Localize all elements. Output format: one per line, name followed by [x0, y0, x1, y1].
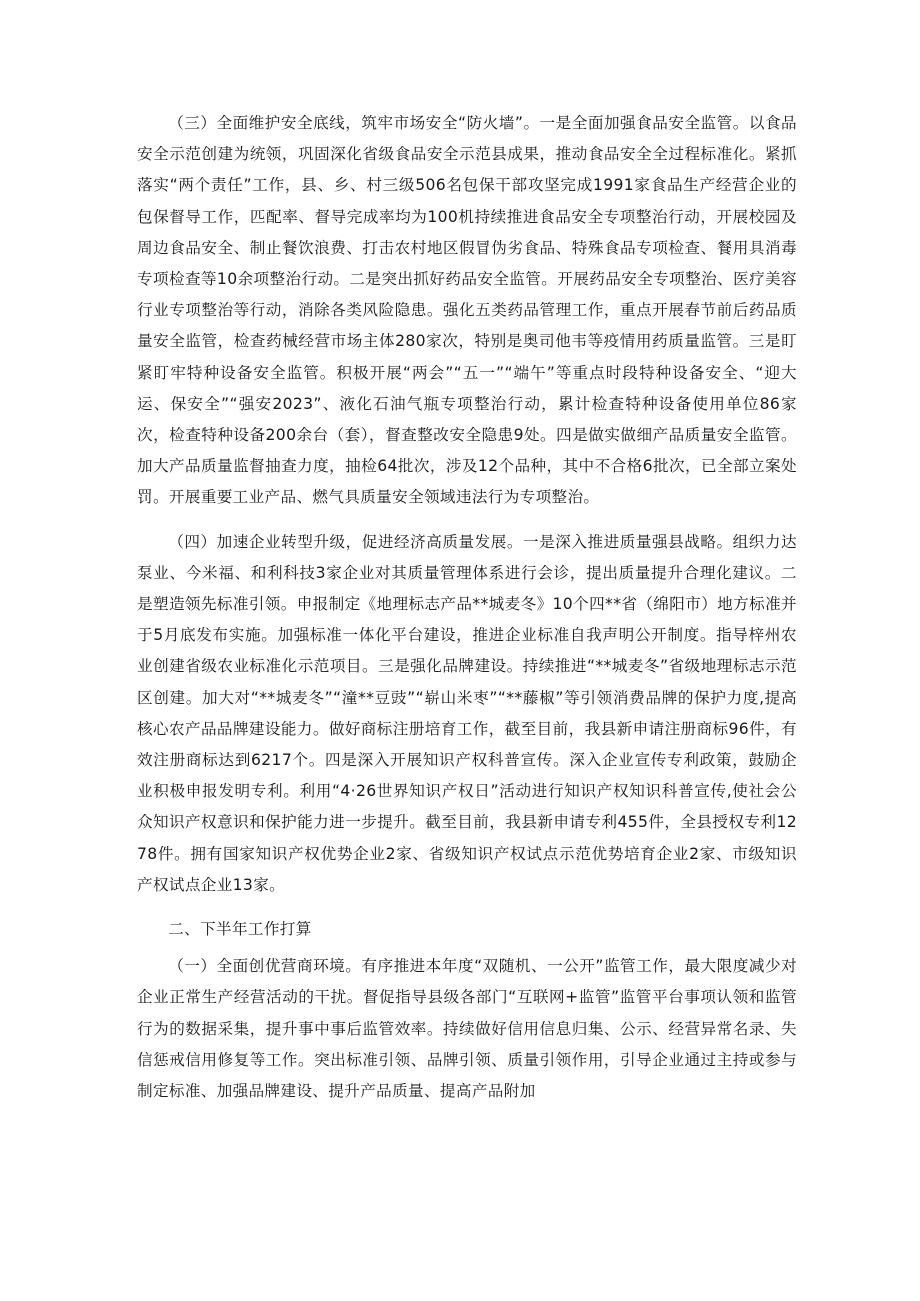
- document-body: [137, 108, 797, 1107]
- paragraph-business-environment: （一）全面创优营商环境。有序推进本年度“双随机、一公开”监管工作，最大限度减少对企业正常生产经营活动的干扰。督促指导县级各部门“互联网+监管”监管平台事项认领和监管行为的数据采集，提升事中事后监管效率。持续做好信用信息归集、公示、经营异常名录、失信惩戒信用修复等工作。突出标准引领、品牌引领、质量引领作用，引导企业通过主持或参与制定标准、加强品牌建设、提升产品质量、提高产品附加: [137, 957, 797, 1101]
- paragraph-enterprise-upgrade: （四）加速企业转型升级，促进经济高质量发展。一是深入推进质量强县战略。组织力达泵业、今米福、和利科技3家企业对其质量管理体系进行会诊，提出质量提升合理化建议。二是塑造领先标准引领。申报制定《地理标志产品**城麦冬》10个四**省（绵阳市）地方标准并于5月底发布实施。加强标准一体化平台建设，推进企业标准自我声明公开制度。指导梓州农业创建省级农业标准化示范项目。三是强化品牌建设。持续推进“**城麦冬”省级地理标志示范区创建。加大对“**城麦冬”“潼**豆豉”“崭山米枣”“**藤椒”等引领消费品牌的保护力度,提高核心农产品品牌建设能力。做好商标注册培育工作，截至目前，我县新申请注册商标96件，有效注册商标达到6217个。四是深入开展知识产权科普宣传。深入企业宣传专利政策，鼓励企业积极申报发明专利。利用“4·26世界知识产权日”活动进行知识产权知识科普宣传,使社会公众知识产权意识和保护能力进一步提升。截至目前，我县新申请专利455件，全县授权专利1278件。拥有国家知识产权优势企业2家、省级知识产权试点示范优势培育企业2家、市级知识产权试点企业13家。: [137, 532, 797, 894]
- paragraph-market-safety: （三）全面维护安全底线，筑牢市场安全“防火墙”。一是全面加强食品安全监管。以食品安全示范创建为统领，巩固深化省级食品安全示范县成果，推动食品安全全过程标准化。紧抓落实“两个责任”工作，县、乡、村三级506名包保干部攻坚完成1991家食品生产经营企业的包保督导工作，匹配率、督导完成率均为100机持续推进食品安全专项整治行动，开展校园及周边食品安全、制止餐饮浪费、打击农村地区假冒伪劣食品、特殊食品专项检查、餐用具消毒专项检查等10余项整治行动。二是突出抓好药品安全监管。开展药品安全专项整治、医疗美容行业专项整治等行动，消除各类风险隐患。强化五类药品管理工作，重点开展春节前后药品质量安全监管，检查药械经营市场主体280家次，特别是奥司他韦等疫情用药质量监管。三是盯紧盯牢特种设备安全监管。积极开展“两会”“五一”“端午”等重点时段特种设备安全、“迎大运、保安全”“强安2023”、液化石油气瓶专项整治行动，累计检查特种设备使用单位86家次，检查特种设备200余台（套），督查整改安全隐患9处。四是做实做细产品质量安全监管。加大产品质量监督抽查力度，抽检64批次，涉及12个品种，其中不合格6批次，已全部立案处罚。开展重要工业产品、燃气具质量安全领域违法行为专项整治。: [137, 114, 797, 507]
- section-heading-second-half-plan: 二、下半年工作打算: [168, 920, 312, 939]
